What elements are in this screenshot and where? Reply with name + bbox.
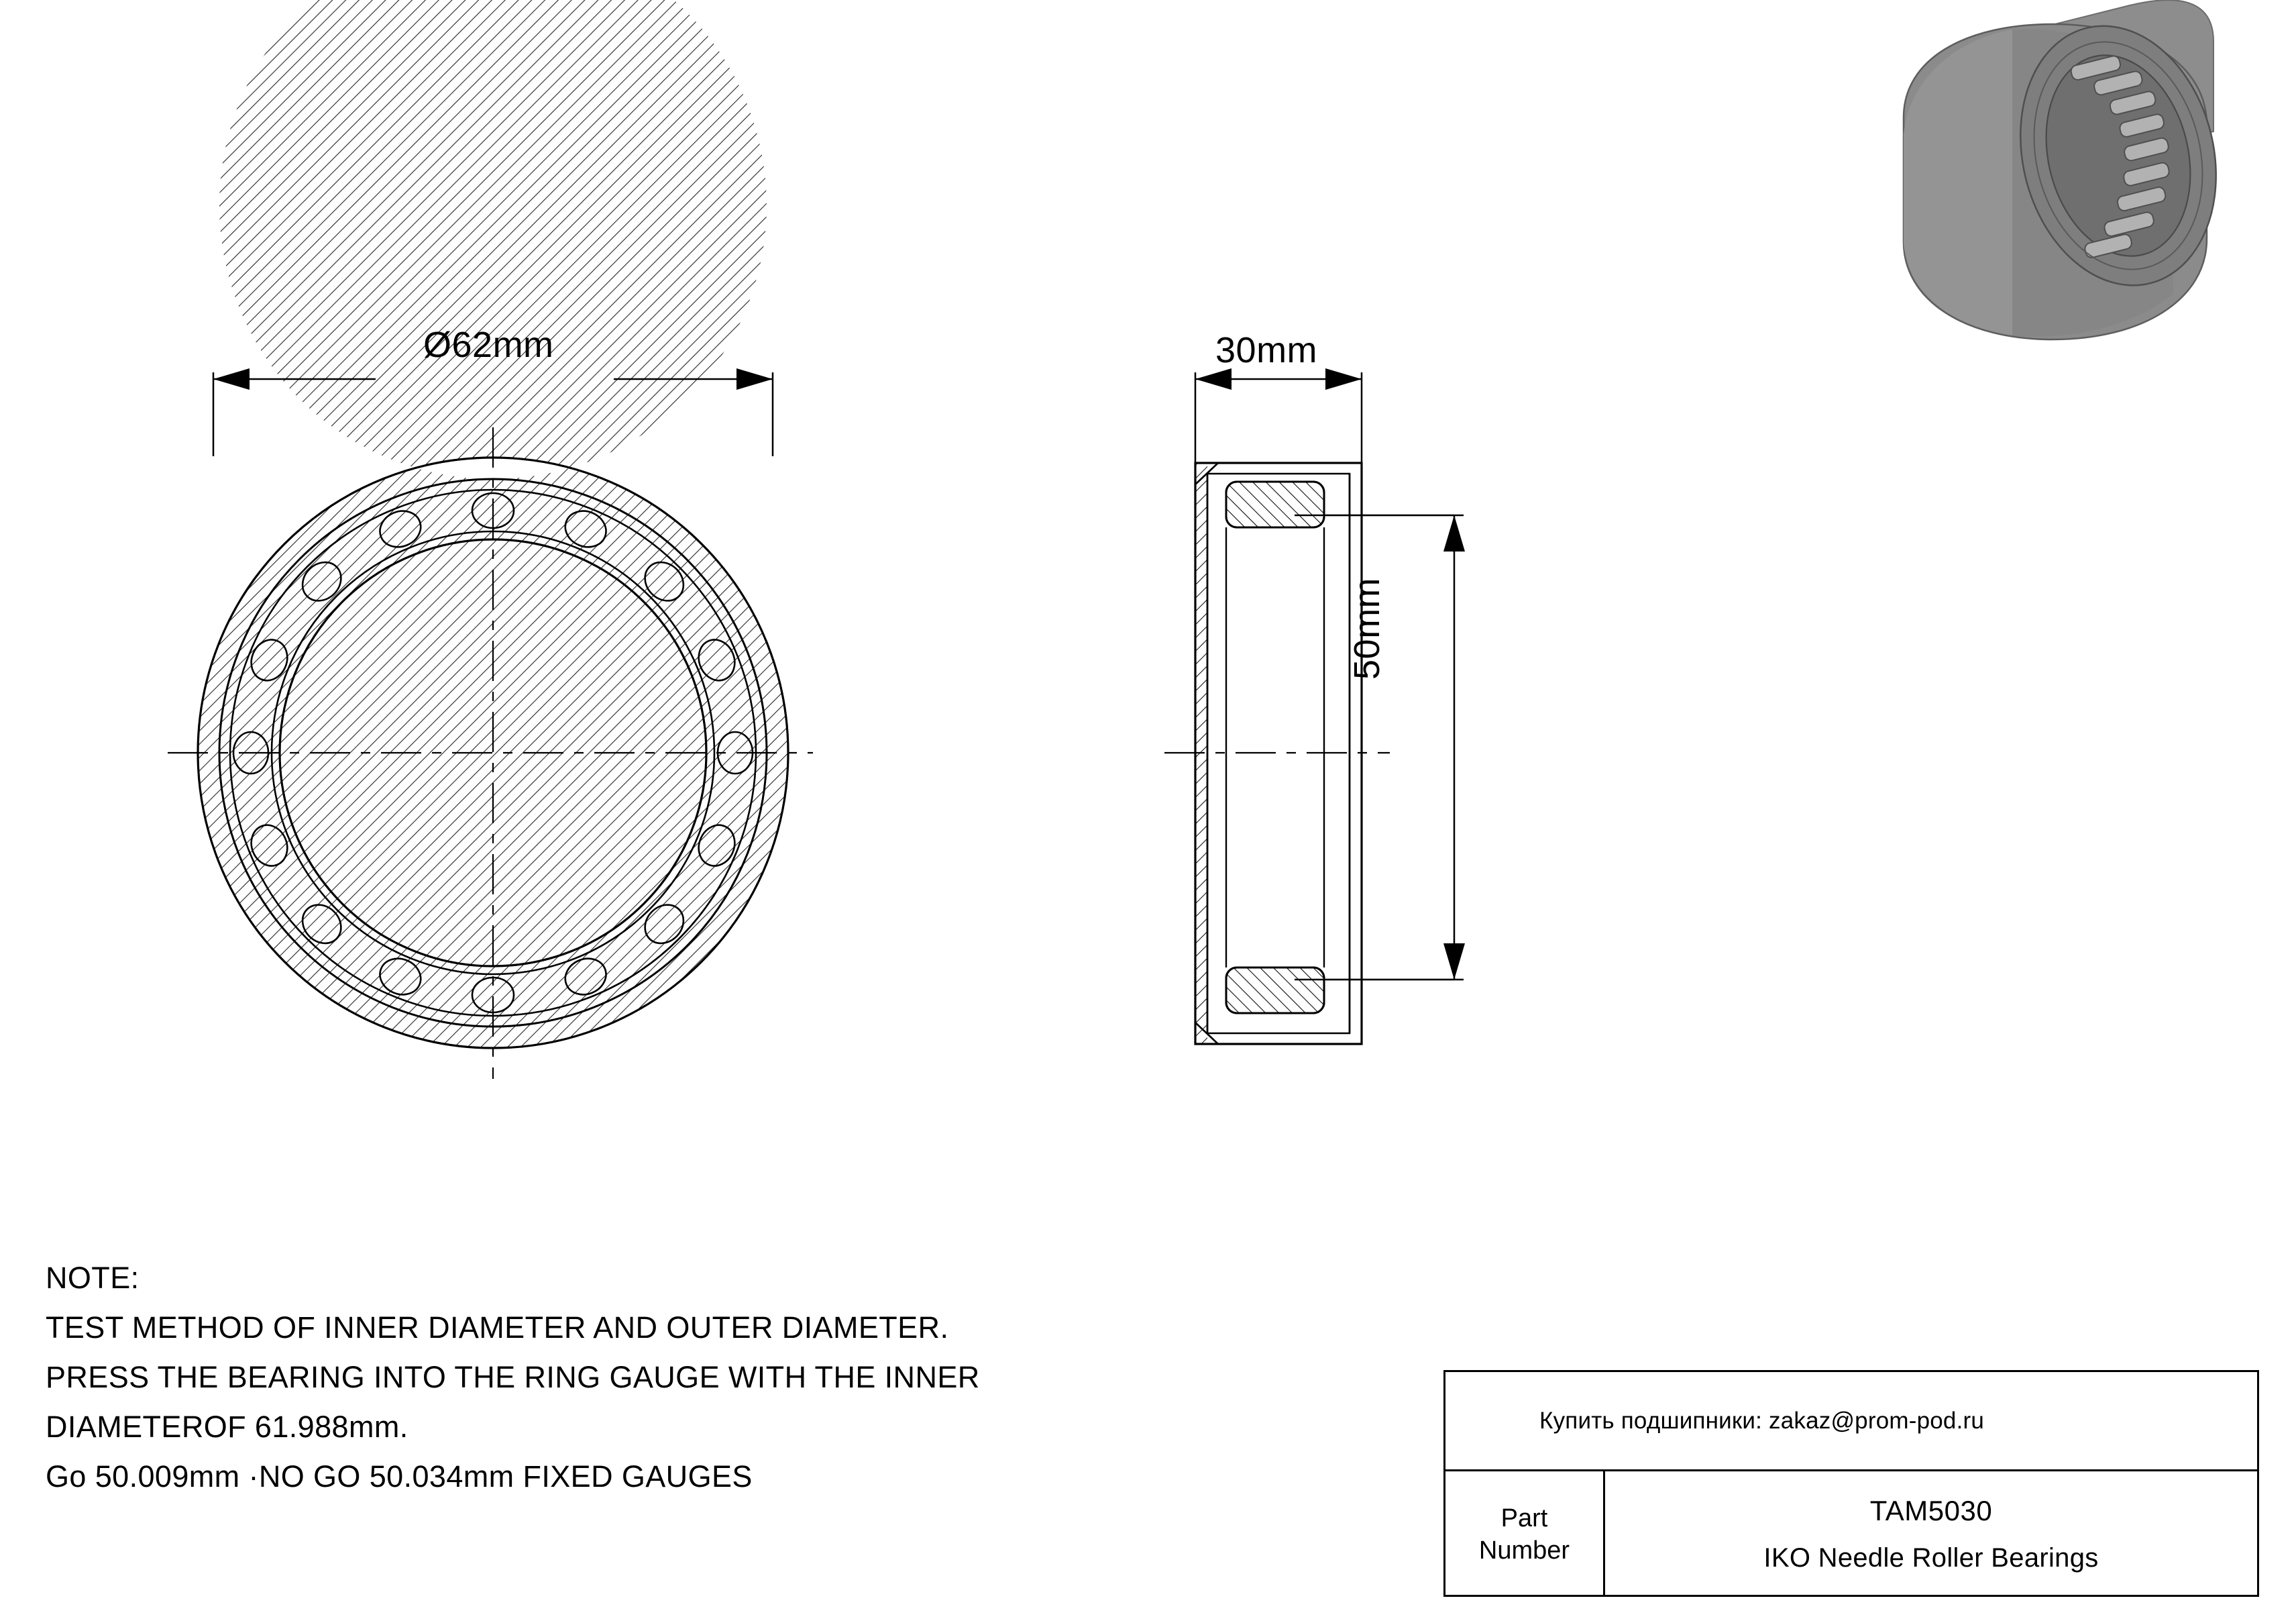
- title-block: [1443, 1370, 2259, 1597]
- note-line-4: Go 50.009mm ·NO GO 50.034mm FIXED GAUGES: [46, 1459, 753, 1494]
- note-line-2: PRESS THE BEARING INTO THE RING GAUGE WITH THE INNER: [46, 1360, 980, 1394]
- roller-top: [1226, 482, 1324, 527]
- roller-bottom: [1226, 967, 1324, 1013]
- title-block-contact-row: [1445, 1372, 2257, 1471]
- isometric-3d-view: [1904, 0, 2242, 339]
- title-block-part-row: [1445, 1471, 2257, 1597]
- part-number-label-line1: Part: [1500, 1504, 1548, 1532]
- dimension-bore-label: 50mm: [1347, 577, 1387, 680]
- front-section-view: [168, 0, 813, 1079]
- note-block: [46, 1253, 1320, 1502]
- dimension-outer-diameter-label: Ø62mm: [423, 325, 554, 365]
- note-line-1: TEST METHOD OF INNER DIAMETER AND OUTER DIAMETER.: [46, 1310, 949, 1345]
- dimension-width-label: 30mm: [1215, 330, 1318, 370]
- part-number-label: [1445, 1471, 1605, 1597]
- part-number-label-line2: Number: [1478, 1536, 1570, 1565]
- dimension-width: [1195, 368, 1362, 463]
- note-line-3: DIAMETEROF 61.988mm.: [46, 1410, 408, 1444]
- part-number-values: [1605, 1471, 2257, 1597]
- part-number-value: TAM5030: [1869, 1495, 1993, 1526]
- note-heading: NOTE:: [46, 1261, 140, 1295]
- contact-email-text: Купить подшипники: zakaz@prom-pod.ru: [1539, 1407, 1985, 1434]
- product-description: IKO Needle Roller Bearings: [1763, 1543, 2099, 1573]
- side-section-view: [1164, 368, 1465, 1044]
